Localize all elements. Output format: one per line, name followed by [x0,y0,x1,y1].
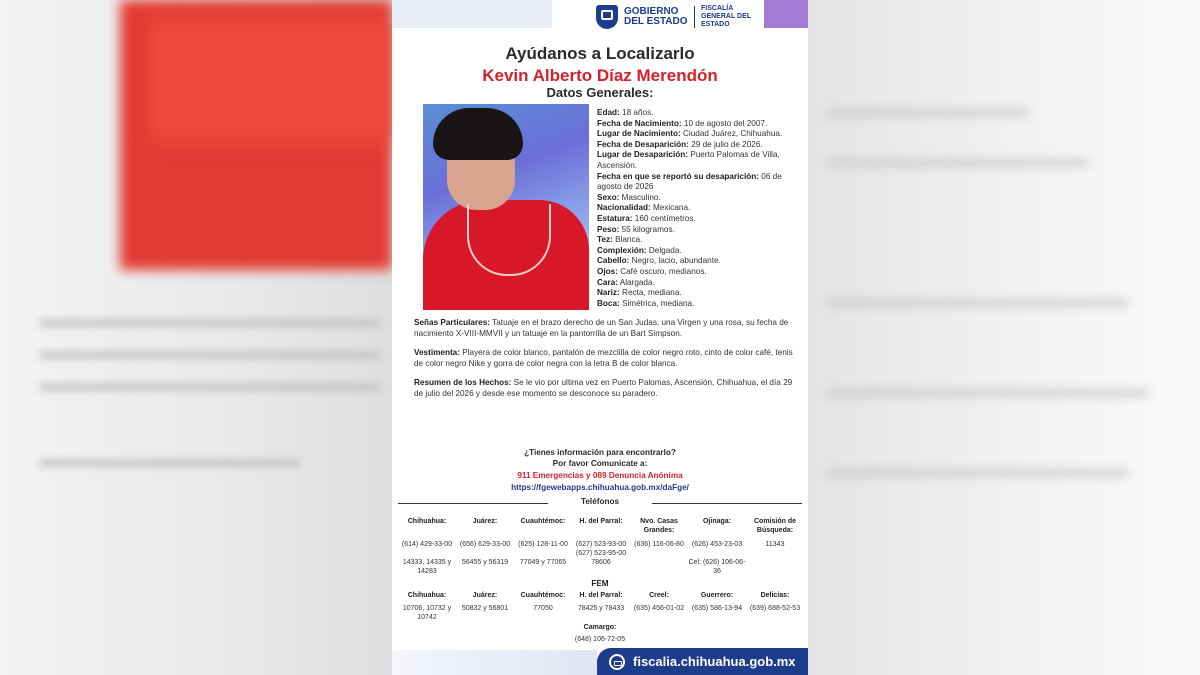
info-label: Sexo: [597,192,620,202]
phone-city-label: Ojinaga: [702,518,731,525]
phone-row [398,559,806,576]
info-item [597,140,797,151]
info-item [597,288,797,299]
blurred-text [828,300,1128,306]
fem-city-label: Chihuahua: [407,592,447,599]
info-label: Complexión: [597,245,647,255]
government-logo [596,4,755,30]
info-label: Cabello: [597,256,630,266]
info-value: 10 de agosto del 2007. [683,118,768,128]
resumen-value: Se le vio por ultima vez en Puerto Palomas, Ascensión, Chihuahua, el día 29 de julio del 2026 y desde ese momento se desconoce su paradero. [414,378,793,398]
fem-phone-number: (639) 688-52-53 [749,605,801,612]
gobierno-label: GOBIERNO DEL ESTADO [624,6,688,27]
blurred-text [40,384,380,390]
info-item [597,235,797,246]
blurred-text [40,460,300,466]
info-label: Fecha de Desaparición: [597,139,689,149]
info-item [597,225,797,236]
phone-number: (636) 116-06-80 [634,541,684,548]
info-label: Cara: [597,277,618,287]
section-title: Datos Generales: [546,85,654,100]
phone-number: (625) 128-11-00 [518,541,568,548]
info-item [597,203,797,214]
blurred-text [828,160,1088,166]
phone-city-label: Chihuahua: [407,518,447,525]
report-link[interactable]: https://fgewebapps.chihuahua.gob.mx/daFge/ [511,483,689,492]
senas-value: Tatuaje en el brazo derecho de un San Judas, una Virgen y una rosa, su fecha de nacimiento X-VIII-MMVII y un tatuaje en la pantorrilla de un Bart Simpson. [414,318,789,338]
info-value: Ciudad Juárez, Chihuahua. [683,129,783,139]
phone-city-label: Nvo. Casas Grandes: [640,518,678,534]
info-value: Alargada. [619,277,655,287]
chat-icon [609,654,625,670]
fem-phone-row [398,605,806,622]
fem-city-label: Delicias: [760,592,790,599]
vestimenta-paragraph [414,348,794,369]
resumen-label: Resumen de los Hechos: [414,378,512,387]
info-value: 160 centímetros. [634,213,696,223]
phone-extension: 78606 [591,559,611,566]
phone-number: (656) 629-33-00 [459,541,511,548]
phone-city-label: Juárez: [472,518,498,525]
info-label: Nacionalidad: [597,203,651,213]
info-label: Tez: [597,235,613,245]
vestimenta-label: Vestimenta: [414,348,460,357]
senas-paragraph [414,318,794,339]
fem-header-row [398,592,806,601]
fem-phone-number: 10706, 10732 y 10742 [402,605,452,621]
blurred-text [40,352,380,358]
info-value: Recta, mediana. [622,288,682,298]
info-label: Fecha en que se reportó su desaparición: [597,171,759,181]
info-value: 55 kilogramos. [621,224,675,234]
phone-city-label: Cuauhtémoc: [520,518,566,525]
info-value: Blanca. [615,235,643,245]
info-label: Lugar de Nacimiento: [597,129,681,139]
poster-title: Ayúdanos a Localizarlo [505,44,695,63]
telefonos-label: Teléfonos [580,497,620,506]
info-item [597,299,797,310]
fem-city-label: Creel: [649,592,669,599]
phone-extension: 14333, 14335 y 14283 [402,559,452,575]
phone-extension: 56455 y 56319 [461,559,509,566]
info-value: 29 de julio de 2026. [691,139,763,149]
blurred-text [828,390,1148,396]
fem-phone-number: 50832 y 56801 [461,605,509,612]
info-label: Edad: [597,108,620,117]
fiscalia-label: FISCALÍA GENERAL DEL ESTADO [701,5,751,28]
info-item [597,172,797,193]
info-value: Masculino. [621,192,661,202]
blurred-text [828,110,1028,116]
phone-header-row [398,518,806,535]
emergency-numbers: 911 Emergencias y 089 Denuncia Anónima [517,471,683,480]
phone-number: (627) 523-93-00 (627) 523-95-00 [575,541,627,557]
info-item [597,119,797,130]
phone-row [398,541,806,558]
camargo-label: Camargo: [583,624,617,631]
telefonos-header [398,496,802,510]
shield-icon [596,5,618,29]
info-item [597,108,797,119]
fem-city-label: Juárez: [472,592,498,599]
phone-number: 11343 [765,541,785,548]
logo-divider [694,6,695,28]
fem-city-label: H. del Parral: [579,592,623,599]
info-item [597,246,797,257]
info-value: Simétrica, mediana. [622,298,695,308]
info-item [597,214,797,225]
info-value: Café oscuro, medianos. [620,266,707,276]
header-strip [392,0,552,28]
blurred-text [40,320,380,326]
fem-phone-number: (635) 456-01-02 [633,605,685,612]
info-label: Boca: [597,298,620,308]
info-item [597,129,797,140]
person-name: Kevin Alberto Díaz Merendón [482,66,718,85]
info-item [597,256,797,267]
info-label: Lugar de Desaparición: [597,150,688,160]
info-item [597,267,797,278]
fem-phone-number: 77050 [533,605,553,612]
fem-city-label: Guerrero: [700,592,734,599]
phone-city-label: H. del Parral: [579,518,623,525]
phone-number: (614) 429-33-00 [401,541,453,548]
contact-please: Por favor Comunicate a: [552,459,648,468]
blurred-background-right [808,0,1200,675]
general-data-list [597,108,797,309]
fem-phone-number: 78425 y 78433 [577,605,625,612]
info-label: Fecha de Nacimiento: [597,118,682,128]
info-item [597,278,797,289]
fem-phone-number: (635) 586-13-94 [691,605,743,612]
phone-extension: Cel: (626) 106-06-36 [688,559,746,575]
fem-city-label: Cuauhtémoc: [520,592,566,599]
phone-number: (626) 453-23-03 [691,541,743,548]
info-value: 18 años. [622,108,654,117]
fem-label: FEM [591,579,609,588]
info-value: 06 de agosto de 2026 [597,171,782,192]
contact-question: ¿Tienes información para encontrarlo? [524,448,676,457]
header-accent [764,0,808,28]
info-label: Ojos: [597,266,618,276]
info-value: Puerto Palomas de Villa, Ascensión. [597,150,780,170]
phone-extension [746,559,804,576]
resumen-paragraph [414,378,794,399]
photo-hair [433,108,523,160]
info-value: Mexicana. [652,203,691,213]
footer-band [392,650,597,675]
info-label: Peso: [597,224,620,234]
blurred-text [828,470,1128,476]
phone-extension [630,559,688,576]
phone-extension: 77049 y 77065 [519,559,567,566]
footer-banner [597,648,808,675]
vestimenta-value: Playera de color blanco, pantalón de mezclilla de color negro roto, cinto de color café, tenis de color negro Nike y gorra de color negra con la letra B de color blanca. [414,348,793,368]
phone-city-label: Comisión de Búsqueda: [753,518,796,534]
info-label: Nariz: [597,288,620,298]
blurred-photo-highlight [150,20,390,140]
info-value: Negro, lacio, abundante. [631,256,721,266]
blurred-background-left [0,0,392,675]
person-photo [423,104,589,310]
missing-person-poster [392,0,808,675]
camargo-phone: (648) 106-72-05 [574,636,626,643]
info-item [597,193,797,204]
info-value: Delgada. [648,245,682,255]
info-label: Estatura: [597,213,633,223]
footer-url[interactable]: fiscalia.chihuahua.gob.mx [633,654,796,669]
senas-label: Señas Particulares: [414,318,491,327]
info-item [597,150,797,171]
